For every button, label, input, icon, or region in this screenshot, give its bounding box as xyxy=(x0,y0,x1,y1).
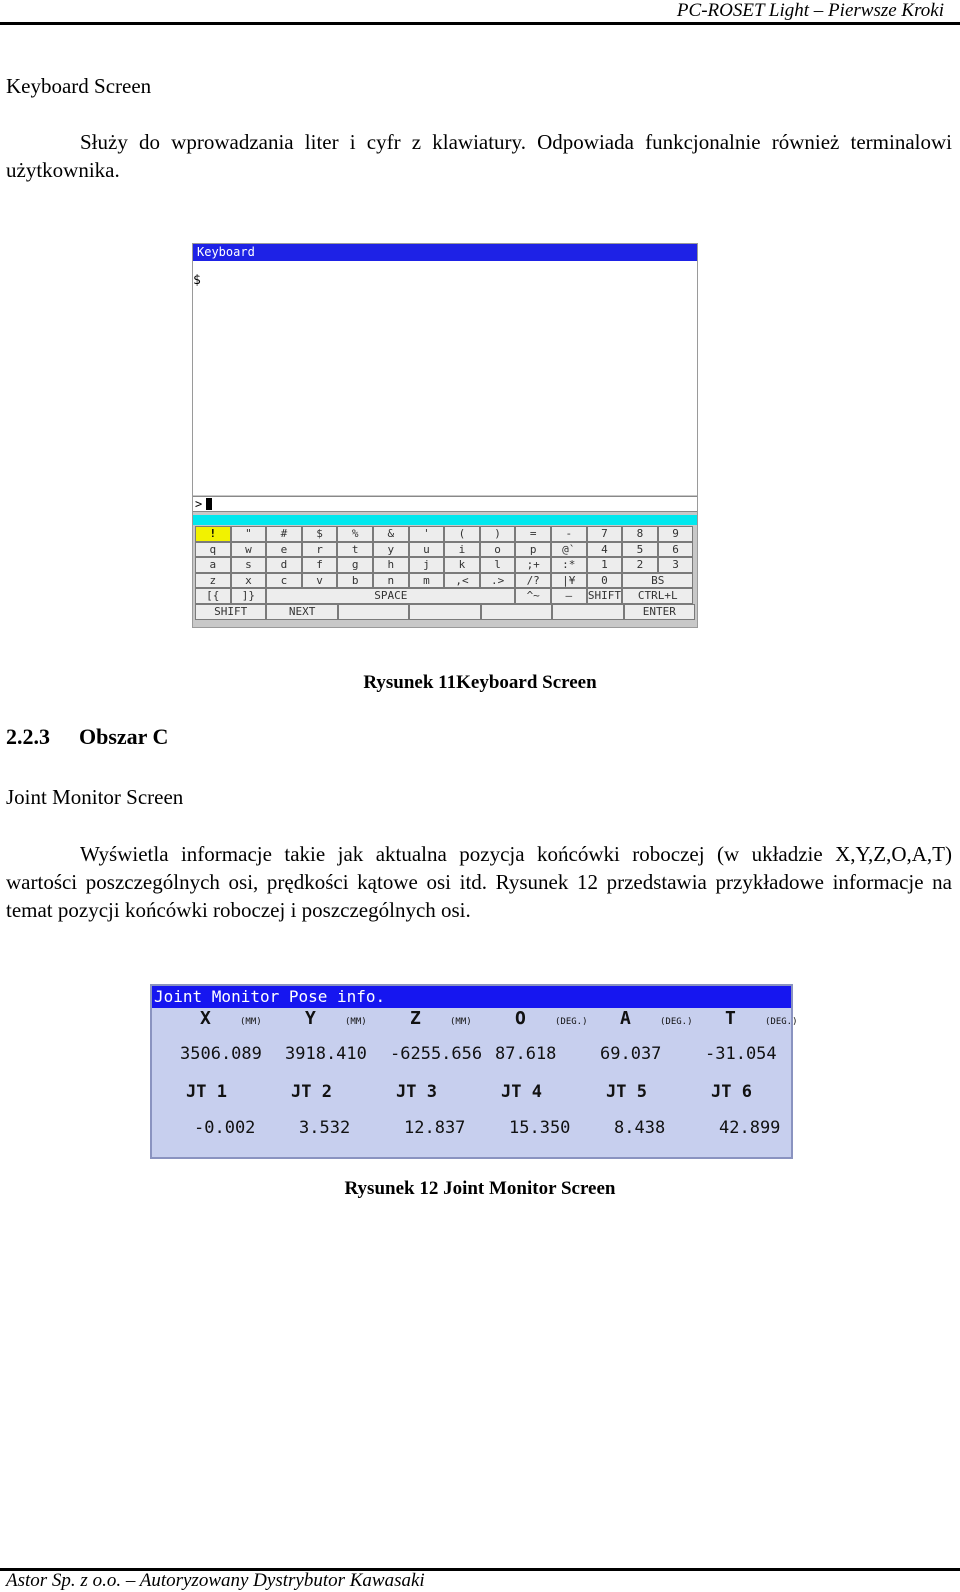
axis-value: 69.037 xyxy=(600,1044,662,1064)
input-prompt: > xyxy=(195,497,203,511)
header-title: PC-ROSET Light – Pierwsze Kroki xyxy=(676,0,944,21)
axis-value: 3918.410 xyxy=(285,1044,367,1064)
axis-value: 87.618 xyxy=(495,1044,557,1064)
key[interactable]: k xyxy=(444,557,480,573)
axis-unit: (DEG.) xyxy=(660,1017,693,1027)
key[interactable]: 9 xyxy=(658,526,694,542)
joint-value: 42.899 xyxy=(719,1118,781,1138)
key-bracket-close[interactable]: ]} xyxy=(231,588,267,604)
key[interactable]: 6 xyxy=(658,542,694,558)
key-blank[interactable] xyxy=(481,604,552,620)
key[interactable]: g xyxy=(337,557,373,573)
key[interactable]: z xyxy=(195,573,231,589)
key[interactable]: ' xyxy=(409,526,445,542)
key[interactable]: 5 xyxy=(622,542,658,558)
key[interactable]: % xyxy=(337,526,373,542)
joint-monitor-figure xyxy=(150,984,798,1159)
key[interactable]: - xyxy=(551,526,587,542)
key[interactable]: BS xyxy=(622,573,693,589)
key-enter[interactable]: ENTER xyxy=(624,604,695,620)
key[interactable]: 1 xyxy=(587,557,623,573)
key-blank[interactable] xyxy=(409,604,480,620)
key[interactable]: q xyxy=(195,542,231,558)
axis-label: Y xyxy=(305,1008,316,1029)
key[interactable]: n xyxy=(373,573,409,589)
axis-label: O xyxy=(515,1008,526,1029)
key[interactable]: x xyxy=(231,573,267,589)
key[interactable]: j xyxy=(409,557,445,573)
joint-label: JT 2 xyxy=(291,1082,332,1102)
joint-value: 8.438 xyxy=(614,1118,666,1138)
key[interactable]: c xyxy=(266,573,302,589)
key[interactable]: i xyxy=(444,542,480,558)
keyboard-screen-paragraph: Służy do wprowadzania liter i cyfr z klawiatury. Odpowiada funkcjonalnie również terminalowi użytkownika. xyxy=(6,130,952,182)
key[interactable]: l xyxy=(480,557,516,573)
joint-monitor-paragraph: Wyświetla informacje takie jak aktualna pozycja końcówki roboczej (w układzie X,Y,Z,O,A,T) wartości poszczególnych osi, prędkości kątowe osi itd. Rysunek 12 przedstawia przykładowe informacje na temat pozycji końcówki roboczej i poszczególnych osi. xyxy=(6,842,952,922)
key[interactable]: ( xyxy=(444,526,480,542)
axis-label: X xyxy=(200,1008,211,1029)
key[interactable]: " xyxy=(231,526,267,542)
key[interactable]: u xyxy=(409,542,445,558)
key[interactable]: m xyxy=(409,573,445,589)
joint-monitor-heading: Joint Monitor Screen xyxy=(6,785,184,809)
axis-label: A xyxy=(620,1008,631,1029)
figure-11-caption: Rysunek 11Keyboard Screen xyxy=(363,672,597,693)
key[interactable]: p xyxy=(515,542,551,558)
key[interactable]: $ xyxy=(302,526,338,542)
key-space[interactable]: SPACE xyxy=(266,588,515,604)
joint-label: JT 4 xyxy=(501,1082,542,1102)
key[interactable]: .> xyxy=(480,573,516,589)
key[interactable]: /? xyxy=(515,573,551,589)
key[interactable]: 3 xyxy=(658,557,694,573)
key[interactable]: v xyxy=(302,573,338,589)
key[interactable]: 4 xyxy=(587,542,623,558)
key[interactable]: o xyxy=(480,542,516,558)
key-bracket-open[interactable]: [{ xyxy=(195,588,231,604)
key[interactable]: 0 xyxy=(587,573,623,589)
joint-value: 3.532 xyxy=(299,1118,351,1138)
key[interactable]: ,< xyxy=(444,573,480,589)
axis-value: -6255.656 xyxy=(390,1044,483,1064)
key[interactable]: ! xyxy=(195,526,231,542)
key-dash[interactable]: — xyxy=(551,588,587,604)
key-shift-right[interactable]: SHIFT xyxy=(587,589,621,603)
joint-label: JT 5 xyxy=(606,1082,647,1102)
dollar-prompt: $ xyxy=(193,273,201,288)
keyboard-top-strip xyxy=(193,515,697,525)
key[interactable]: 8 xyxy=(622,526,658,542)
keyboard-screen-heading: Keyboard Screen xyxy=(6,74,152,98)
axis-label: T xyxy=(725,1008,736,1029)
key[interactable]: y xyxy=(373,542,409,558)
axis-unit: (MM) xyxy=(450,1017,472,1027)
key-blank[interactable] xyxy=(338,604,409,620)
key[interactable]: :* xyxy=(551,557,587,573)
joint-label: JT 1 xyxy=(186,1082,227,1102)
joint-label: JT 6 xyxy=(711,1082,752,1102)
axis-unit: (DEG.) xyxy=(555,1017,588,1027)
key[interactable]: r xyxy=(302,542,338,558)
axis-unit: (DEG.) xyxy=(765,1017,798,1027)
key[interactable]: = xyxy=(515,526,551,542)
key-next[interactable]: NEXT xyxy=(266,604,337,620)
text-cursor xyxy=(206,498,212,510)
axis-unit: (MM) xyxy=(345,1017,367,1027)
key[interactable]: f xyxy=(302,557,338,573)
keyboard-window-title: Keyboard xyxy=(193,244,697,261)
key[interactable]: ) xyxy=(480,526,516,542)
key[interactable]: a xyxy=(195,557,231,573)
key[interactable]: & xyxy=(373,526,409,542)
key[interactable]: s xyxy=(231,557,267,573)
key[interactable]: ;+ xyxy=(515,557,551,573)
figure-12-caption: Rysunek 12 Joint Monitor Screen xyxy=(344,1178,616,1199)
joint-label: JT 3 xyxy=(396,1082,437,1102)
key[interactable]: e xyxy=(266,542,302,558)
virtual-keyboard xyxy=(193,526,697,626)
key-blank[interactable] xyxy=(552,604,623,620)
key[interactable]: 7 xyxy=(587,526,623,542)
keyboard-input-line[interactable] xyxy=(193,496,697,512)
key[interactable]: b xyxy=(337,573,373,589)
key[interactable]: d xyxy=(266,557,302,573)
key[interactable]: |¥ xyxy=(551,573,587,589)
key[interactable]: @` xyxy=(551,542,587,558)
axis-value: -31.054 xyxy=(705,1044,777,1064)
key-ctrl-l[interactable]: CTRL+L xyxy=(622,588,693,604)
key[interactable]: # xyxy=(266,526,302,542)
key[interactable]: h xyxy=(373,557,409,573)
keyboard-screen-figure xyxy=(192,243,698,628)
key[interactable]: t xyxy=(337,542,373,558)
footer-text: Astor Sp. z o.o. – Autoryzowany Dystrybutor Kawasaki xyxy=(6,1570,425,1591)
joint-value: 15.350 xyxy=(509,1118,571,1138)
joint-value: 12.837 xyxy=(404,1118,466,1138)
axis-value: 3506.089 xyxy=(180,1044,262,1064)
axis-label: Z xyxy=(410,1008,421,1029)
key[interactable]: w xyxy=(231,542,267,558)
key[interactable]: 2 xyxy=(622,557,658,573)
section-number: 2.2.3 xyxy=(6,724,50,749)
key-shift[interactable]: SHIFT xyxy=(195,604,266,620)
section-title: Obszar C xyxy=(79,724,169,749)
joint-monitor-title: Joint Monitor Pose info. xyxy=(152,986,791,1008)
axis-unit: (MM) xyxy=(240,1017,262,1027)
joint-value: -0.002 xyxy=(194,1118,256,1138)
key-caret[interactable]: ^~ xyxy=(515,588,551,604)
keyboard-output-area xyxy=(193,261,697,495)
